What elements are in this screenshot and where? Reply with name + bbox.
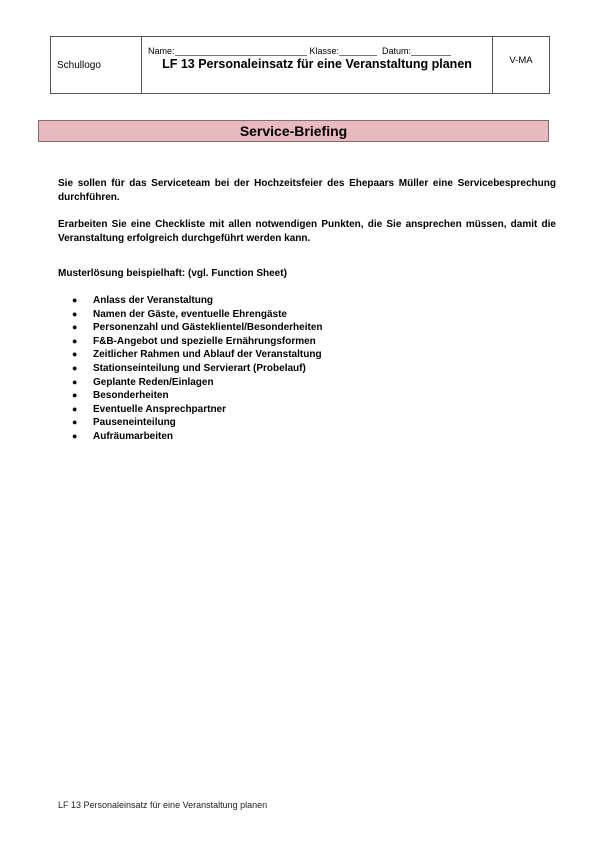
list-item — [72, 430, 323, 444]
bullet-icon: ● — [72, 308, 78, 319]
list-item-text: Namen der Gäste, eventuelle Ehrengäste — [93, 308, 287, 320]
list-item — [72, 362, 323, 376]
list-item — [72, 335, 323, 349]
list-item-text: Eventuelle Ansprechpartner — [93, 403, 227, 415]
document-title: LF 13 Personaleinsatz für eine Veranstaltung planen — [162, 57, 472, 71]
code-cell — [493, 37, 549, 93]
date-field-line[interactable] — [411, 47, 451, 56]
task-paragraph-1: Sie sollen für das Serviceteam bei der Hochzeitsfeier des Ehepaars Müller eine Servicebesprechung durchführen. — [58, 178, 556, 203]
class-label: Klasse: — [309, 46, 340, 56]
list-item-text: Aufräumarbeiten — [93, 430, 174, 442]
list-item-text: Zeitlicher Rahmen und Ablauf der Veranstaltung — [93, 349, 322, 361]
bullet-icon: ● — [72, 430, 78, 441]
list-item — [72, 403, 323, 417]
school-logo-placeholder: Schullogo — [57, 59, 101, 71]
name-field-line[interactable] — [175, 47, 307, 56]
bullet-icon: ● — [72, 390, 78, 401]
list-item-text: Pauseneinteilung — [93, 417, 176, 429]
class-field-line[interactable] — [339, 47, 377, 56]
document-header — [50, 36, 550, 94]
section-banner: Service-Briefing — [38, 120, 549, 142]
bullet-icon: ● — [72, 335, 78, 346]
bullet-icon: ● — [72, 349, 78, 360]
list-item — [72, 348, 323, 362]
date-label: Datum: — [382, 46, 412, 56]
list-item-text: Geplante Reden/Einlagen — [93, 376, 214, 388]
bullet-icon: ● — [72, 403, 78, 414]
logo-cell — [51, 37, 142, 93]
list-item — [72, 416, 323, 430]
task-paragraph-2: Erarbeiten Sie eine Checkliste mit allen notwendigen Punkten, die Sie ansprechen müssen, damit die Veranstaltung erfolgreich durchgeführt werden kann. — [58, 219, 556, 244]
name-label: Name: — [148, 46, 175, 56]
document-code: V-MA — [509, 55, 533, 66]
list-item — [72, 294, 323, 308]
meta-fields — [148, 46, 486, 56]
page-footer: LF 13 Personaleinsatz für eine Veranstaltung planen — [58, 800, 268, 810]
list-item-text: Personenzahl und Gästeklientel/Besonderheiten — [93, 322, 323, 334]
list-item — [72, 376, 323, 390]
checklist — [72, 294, 323, 444]
list-item-text: F&B-Angebot und spezielle Ernährungsformen — [93, 335, 316, 347]
list-item-text: Stationseinteilung und Servierart (Probelauf) — [93, 362, 306, 374]
bullet-icon: ● — [72, 376, 78, 387]
solution-heading: Musterlösung beispielhaft: (vgl. Function Sheet) — [58, 268, 287, 279]
bullet-icon: ● — [72, 417, 78, 428]
list-item-text: Besonderheiten — [93, 390, 169, 402]
title-cell — [142, 37, 493, 93]
list-item — [72, 308, 323, 322]
bullet-icon: ● — [72, 322, 78, 333]
bullet-icon: ● — [72, 295, 78, 305]
list-item — [72, 321, 323, 335]
bullet-icon: ● — [72, 362, 78, 373]
list-item-text: Anlass der Veranstaltung — [93, 295, 214, 306]
list-item — [72, 389, 323, 403]
